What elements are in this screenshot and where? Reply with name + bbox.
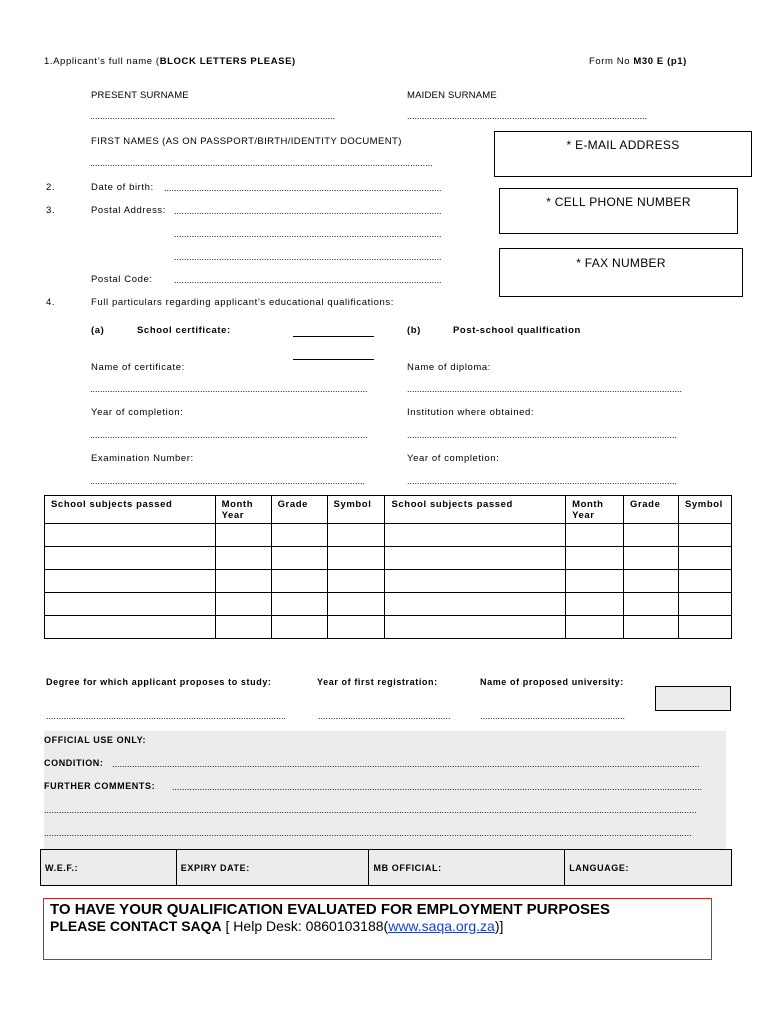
q2-number: 2. <box>46 182 56 193</box>
first-names-label: FIRST NAMES (AS ON PASSPORT/BIRTH/IDENTITY DOCUMENT) <box>91 136 402 147</box>
subject-cell[interactable] <box>385 547 566 570</box>
q1-prefix: 1.Applicant’s full name ( <box>44 56 160 67</box>
official-use-table <box>40 849 732 886</box>
subjects-table <box>44 495 732 639</box>
saqa-helpdesk: [ Help Desk: 0860103188( <box>221 918 389 934</box>
postal-address-line1[interactable]: ........................................................................................................... <box>174 206 442 216</box>
school-certificate-line1[interactable] <box>293 336 374 337</box>
mb-official-cell[interactable]: MB OFFICIAL: <box>369 850 565 886</box>
q1-bold: BLOCK LETTERS PLEASE) <box>159 56 296 67</box>
language-cell[interactable]: LANGUAGE: <box>565 850 732 886</box>
name-of-diploma-field[interactable]: .............................................................................................................. <box>407 384 683 394</box>
subject-cell[interactable] <box>327 524 385 547</box>
official-use-title: OFFICIAL USE ONLY: <box>44 735 147 745</box>
date-of-birth-label: Date of birth: <box>91 182 154 193</box>
cell-phone-label: * CELL PHONE NUMBER <box>546 195 691 209</box>
subject-cell[interactable] <box>215 570 271 593</box>
table-row <box>45 547 732 570</box>
subject-cell[interactable] <box>566 570 624 593</box>
subject-cell[interactable] <box>624 616 679 639</box>
year-of-completion-b-label: Year of completion: <box>407 453 500 464</box>
postal-code-label: Postal Code: <box>91 274 153 285</box>
first-names-field[interactable]: ......................................................................................................................................... <box>90 158 433 168</box>
subject-cell[interactable] <box>327 593 385 616</box>
cell-phone-box[interactable] <box>499 188 738 234</box>
subject-cell[interactable] <box>45 524 216 547</box>
email-label: * E-MAIL ADDRESS <box>566 138 680 152</box>
subject-cell[interactable] <box>215 593 271 616</box>
header-subjects-left: School subjects passed <box>45 496 216 524</box>
university-field[interactable]: .......................................................... <box>480 711 626 721</box>
postal-code-field[interactable]: ........................................................................................................... <box>174 275 442 285</box>
subject-cell[interactable] <box>215 616 271 639</box>
university-code-box[interactable] <box>655 686 731 711</box>
saqa-link[interactable]: www.saqa.org.za <box>388 918 495 934</box>
expiry-date-cell[interactable]: EXPIRY DATE: <box>176 850 369 886</box>
institution-label: Institution where obtained: <box>407 407 535 418</box>
subject-cell[interactable] <box>678 547 731 570</box>
saqa-notice-line2 <box>50 918 503 934</box>
saqa-contact-bold: PLEASE CONTACT SAQA <box>50 918 222 934</box>
present-surname-field[interactable]: .................................................................................................. <box>90 111 336 121</box>
subject-cell[interactable] <box>624 524 679 547</box>
present-surname-label: PRESENT SURNAME <box>91 90 189 101</box>
subject-cell[interactable] <box>624 547 679 570</box>
further-comments-label: FURTHER COMMENTS: <box>44 781 156 791</box>
subject-cell[interactable] <box>45 570 216 593</box>
form-no-prefix: Form No <box>589 56 634 67</box>
subject-cell[interactable] <box>385 593 566 616</box>
subject-cell[interactable] <box>271 547 327 570</box>
name-of-certificate-field[interactable]: ............................................................................................................... <box>90 384 368 394</box>
subject-cell[interactable] <box>271 570 327 593</box>
header-grade-left: Grade <box>271 496 327 524</box>
table-row <box>45 524 732 547</box>
q4-number: 4. <box>46 297 56 308</box>
wef-cell[interactable]: W.E.F.: <box>41 850 177 886</box>
condition-label: CONDITION: <box>44 758 104 768</box>
subject-cell[interactable] <box>327 547 385 570</box>
table-row <box>45 616 732 639</box>
year-of-completion-b-field[interactable]: ............................................................................................................ <box>407 476 678 486</box>
year-of-completion-a-label: Year of completion: <box>91 407 184 418</box>
form-number <box>589 56 687 67</box>
section-a-marker: (a) <box>91 325 105 336</box>
subject-cell[interactable] <box>678 524 731 547</box>
school-certificate-line2[interactable] <box>293 359 374 360</box>
subject-cell[interactable] <box>271 616 327 639</box>
first-registration-field[interactable]: ..................................................... <box>318 711 451 721</box>
subject-cell[interactable] <box>566 524 624 547</box>
exam-number-label: Examination Number: <box>91 453 194 464</box>
subject-cell[interactable] <box>678 593 731 616</box>
maiden-surname-field[interactable]: ................................................................................................ <box>407 111 648 121</box>
fax-box[interactable] <box>499 248 743 297</box>
exam-number-field[interactable]: .............................................................................................................. <box>90 476 366 486</box>
header-grade-right: Grade <box>624 496 679 524</box>
subject-cell[interactable] <box>566 616 624 639</box>
subject-cell[interactable] <box>271 524 327 547</box>
header-symbol-left: Symbol <box>327 496 385 524</box>
school-certificate-title: School certificate: <box>137 325 231 336</box>
header-month-year-left: Month Year <box>215 496 271 524</box>
subject-cell[interactable] <box>566 547 624 570</box>
subject-cell[interactable] <box>327 616 385 639</box>
post-school-title: Post-school qualification <box>453 325 581 336</box>
degree-label: Degree for which applicant proposes to study: <box>46 677 272 687</box>
q3-number: 3. <box>46 205 56 216</box>
name-of-diploma-label: Name of diploma: <box>407 362 492 373</box>
subject-cell[interactable] <box>215 547 271 570</box>
official-use-panel <box>44 731 726 849</box>
form-no-bold: M30 E (p1) <box>633 56 687 67</box>
further-comments-line2[interactable]: ..................................................................................................................................................................................................................................................................... <box>44 805 697 815</box>
subject-cell[interactable] <box>45 593 216 616</box>
saqa-end: )] <box>494 918 504 934</box>
postal-address-label: Postal Address: <box>91 205 167 216</box>
subject-cell[interactable] <box>45 616 216 639</box>
postal-address-line2[interactable]: ........................................................................................................... <box>174 229 442 239</box>
further-comments-line1[interactable]: .................................................................................................................................................................................................................... <box>172 782 703 792</box>
postal-address-line3[interactable]: ........................................................................................................... <box>174 252 442 262</box>
condition-field[interactable]: ........................................................................................................................................................................................................................................... <box>112 759 700 769</box>
subject-cell[interactable] <box>385 570 566 593</box>
subject-cell[interactable] <box>566 593 624 616</box>
subject-cell[interactable] <box>385 524 566 547</box>
fax-label: * FAX NUMBER <box>576 256 666 270</box>
header-subjects-right: School subjects passed <box>385 496 566 524</box>
maiden-surname-label: MAIDEN SURNAME <box>407 90 497 101</box>
qualifications-label: Full particulars regarding applicant’s educational qualifications: <box>91 297 394 308</box>
subject-cell[interactable] <box>45 547 216 570</box>
subject-cell[interactable] <box>678 570 731 593</box>
name-of-certificate-label: Name of certificate: <box>91 362 185 373</box>
subject-cell[interactable] <box>385 616 566 639</box>
saqa-notice-line1: TO HAVE YOUR QUALIFICATION EVALUATED FOR EMPLOYMENT PURPOSES <box>50 901 611 918</box>
email-box[interactable] <box>494 131 752 177</box>
header-month-year-right: Month Year <box>566 496 624 524</box>
year-of-completion-a-field[interactable]: ............................................................................................................... <box>90 430 368 440</box>
table-row <box>45 593 732 616</box>
institution-field[interactable]: ............................................................................................................ <box>407 430 678 440</box>
further-comments-line3[interactable]: ................................................................................................................................................................................................................................................................... <box>44 828 692 838</box>
saqa-notice-box <box>43 898 712 960</box>
first-registration-label: Year of first registration: <box>317 677 438 687</box>
subject-cell[interactable] <box>215 524 271 547</box>
date-of-birth-field[interactable]: ............................................................................................................... <box>164 183 442 193</box>
subject-cell[interactable] <box>678 616 731 639</box>
subject-cell[interactable] <box>624 593 679 616</box>
table-row <box>45 570 732 593</box>
subject-cell[interactable] <box>271 593 327 616</box>
university-label: Name of proposed university: <box>480 677 624 687</box>
section-b-marker: (b) <box>407 325 421 336</box>
degree-field[interactable]: ................................................................................................ <box>46 711 287 721</box>
header-symbol-right: Symbol <box>678 496 731 524</box>
q1-label <box>44 56 296 67</box>
subject-cell[interactable] <box>327 570 385 593</box>
subject-cell[interactable] <box>624 570 679 593</box>
subjects-table-header <box>45 496 732 524</box>
